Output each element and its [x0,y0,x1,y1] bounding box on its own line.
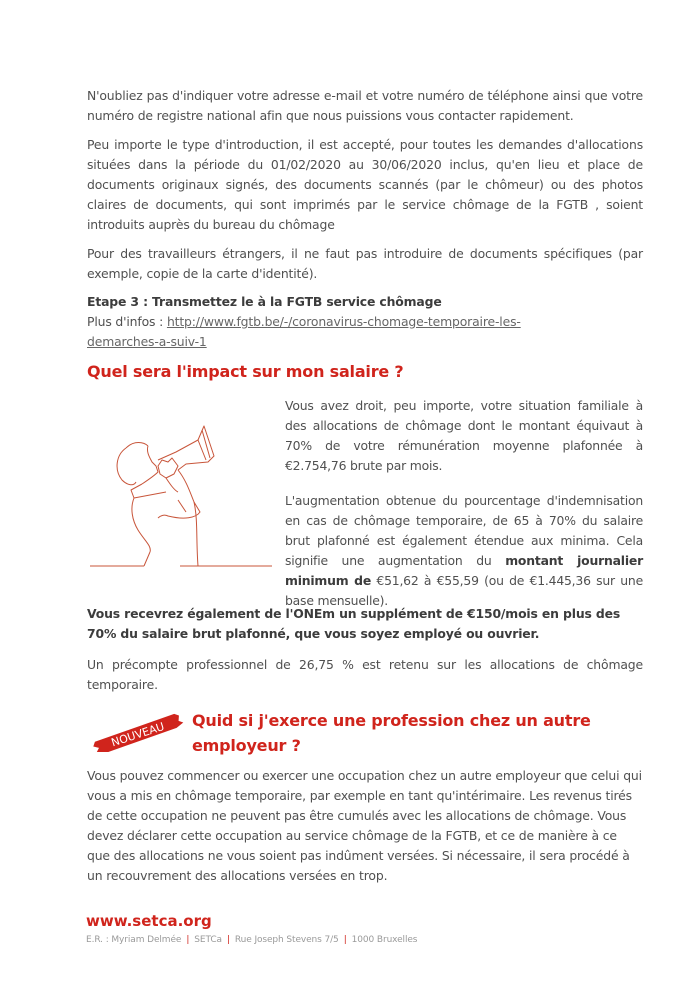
footer-website[interactable]: www.setca.org [86,912,212,930]
paragraph-contact-info: N'oubliez pas d'indiquer votre adresse e-mail et votre numéro de téléphone ainsi que votre numéro de registre national afin que nous puissions vous contacter rapidement. [87,88,643,123]
heading-other-employer [192,708,591,758]
paragraph-precompte: Un précompte professionnel de 26,75 % est retenu sur les allocations de chômage temporaire. [87,657,643,692]
step3-block [87,292,643,352]
megaphone-man-illustration [86,400,276,570]
footer-separator: | [186,935,190,945]
nouveau-badge [88,712,188,752]
paragraph-allocation-amount: Vous avez droit, peu importe, votre situation familiale à des allocations de chômage dont le montant équivaut à 70% de votre rémunération moyenne plafonnée à €2.754,76 brute par mois. [285,398,643,473]
footer-separator: | [343,935,347,945]
badge-label: NOUVEAU [109,720,166,750]
heading-line-2: employeur ? [192,736,301,755]
heading-salary-impact: Quel sera l'impact sur mon salaire ? [87,362,404,381]
paragraph-introduction-type: Peu importe le type d'introduction, il est accepté, pour toutes les demandes d'allocations situées dans la période du 01/02/2020 au 30/06/2020 inclus, qu'en lieu et place de documents originaux signés, des documents scannés (par le chômeur) ou des photos claires de documents, qui sont imprimés par le service chômage de la FGTB , soient introduits auprès du bureau du chômage [87,137,643,232]
step3-info [87,312,587,352]
minimum-daily-amount-emphasis: montant journalier minimum de [285,553,643,588]
paragraph-foreign-workers: Pour des travailleurs étrangers, il ne faut pas introduire de documents spécifiques (par exemple, copie de la carte d'identité). [87,246,643,281]
heading-line-1: Quid si j'exerce une profession chez un autre [192,711,591,730]
paragraph-minimum-increase [285,491,643,611]
footer-separator: | [226,935,230,945]
paragraph-other-employer: Vous pouvez commencer ou exercer une occupation chez un autre employeur que celui qui vous a mis en chômage temporaire, par exemple en tant qu'intérimaire. Les revenus tirés de cette occupation ne peuvent pas être cumulés avec les allocations de chômage. Vous devez déclarer cette occupation au service chômage de la FGTB, et ce de manière à ce que des allocations ne vous soient pas indûment versées. Si nécessaire, il sera procédé à un recouvrement des allocations versées en trop. [87,768,642,883]
footer-org: SETCa [194,935,222,945]
minimum-increase-amounts: €51,62 à €55,59 (ou de €1.445,36 sur une base mensuelle). [285,573,643,608]
minimum-increase-text: L'augmentation obtenue du pourcentage d'indemnisation en cas de chômage temporaire, de 65 à 70% du salaire brut plafonné est également étendue aux minima. Cela signifie une augmentation du [285,493,643,568]
step3-title: Etape 3 : Transmettez le à la FGTB service chômage [87,294,442,309]
footer-publisher-info [86,935,417,945]
fgtb-link[interactable]: http://www.fgtb.be/-/coronavirus-chomage-temporaire-les-demarches-a-suiv-1 [87,314,521,349]
info-label: Plus d'infos : [87,314,167,329]
footer-city: 1000 Bruxelles [351,935,418,945]
footer-address: Rue Joseph Stevens 7/5 [234,935,339,945]
paragraph-onem-supplement: Vous recevrez également de l'ONEm un supplément de €150/mois en plus des 70% du salaire brut plafonné, que vous soyez employé ou ouvrier. [87,606,621,641]
footer-er: E.R. : Myriam Delmée [86,935,182,945]
